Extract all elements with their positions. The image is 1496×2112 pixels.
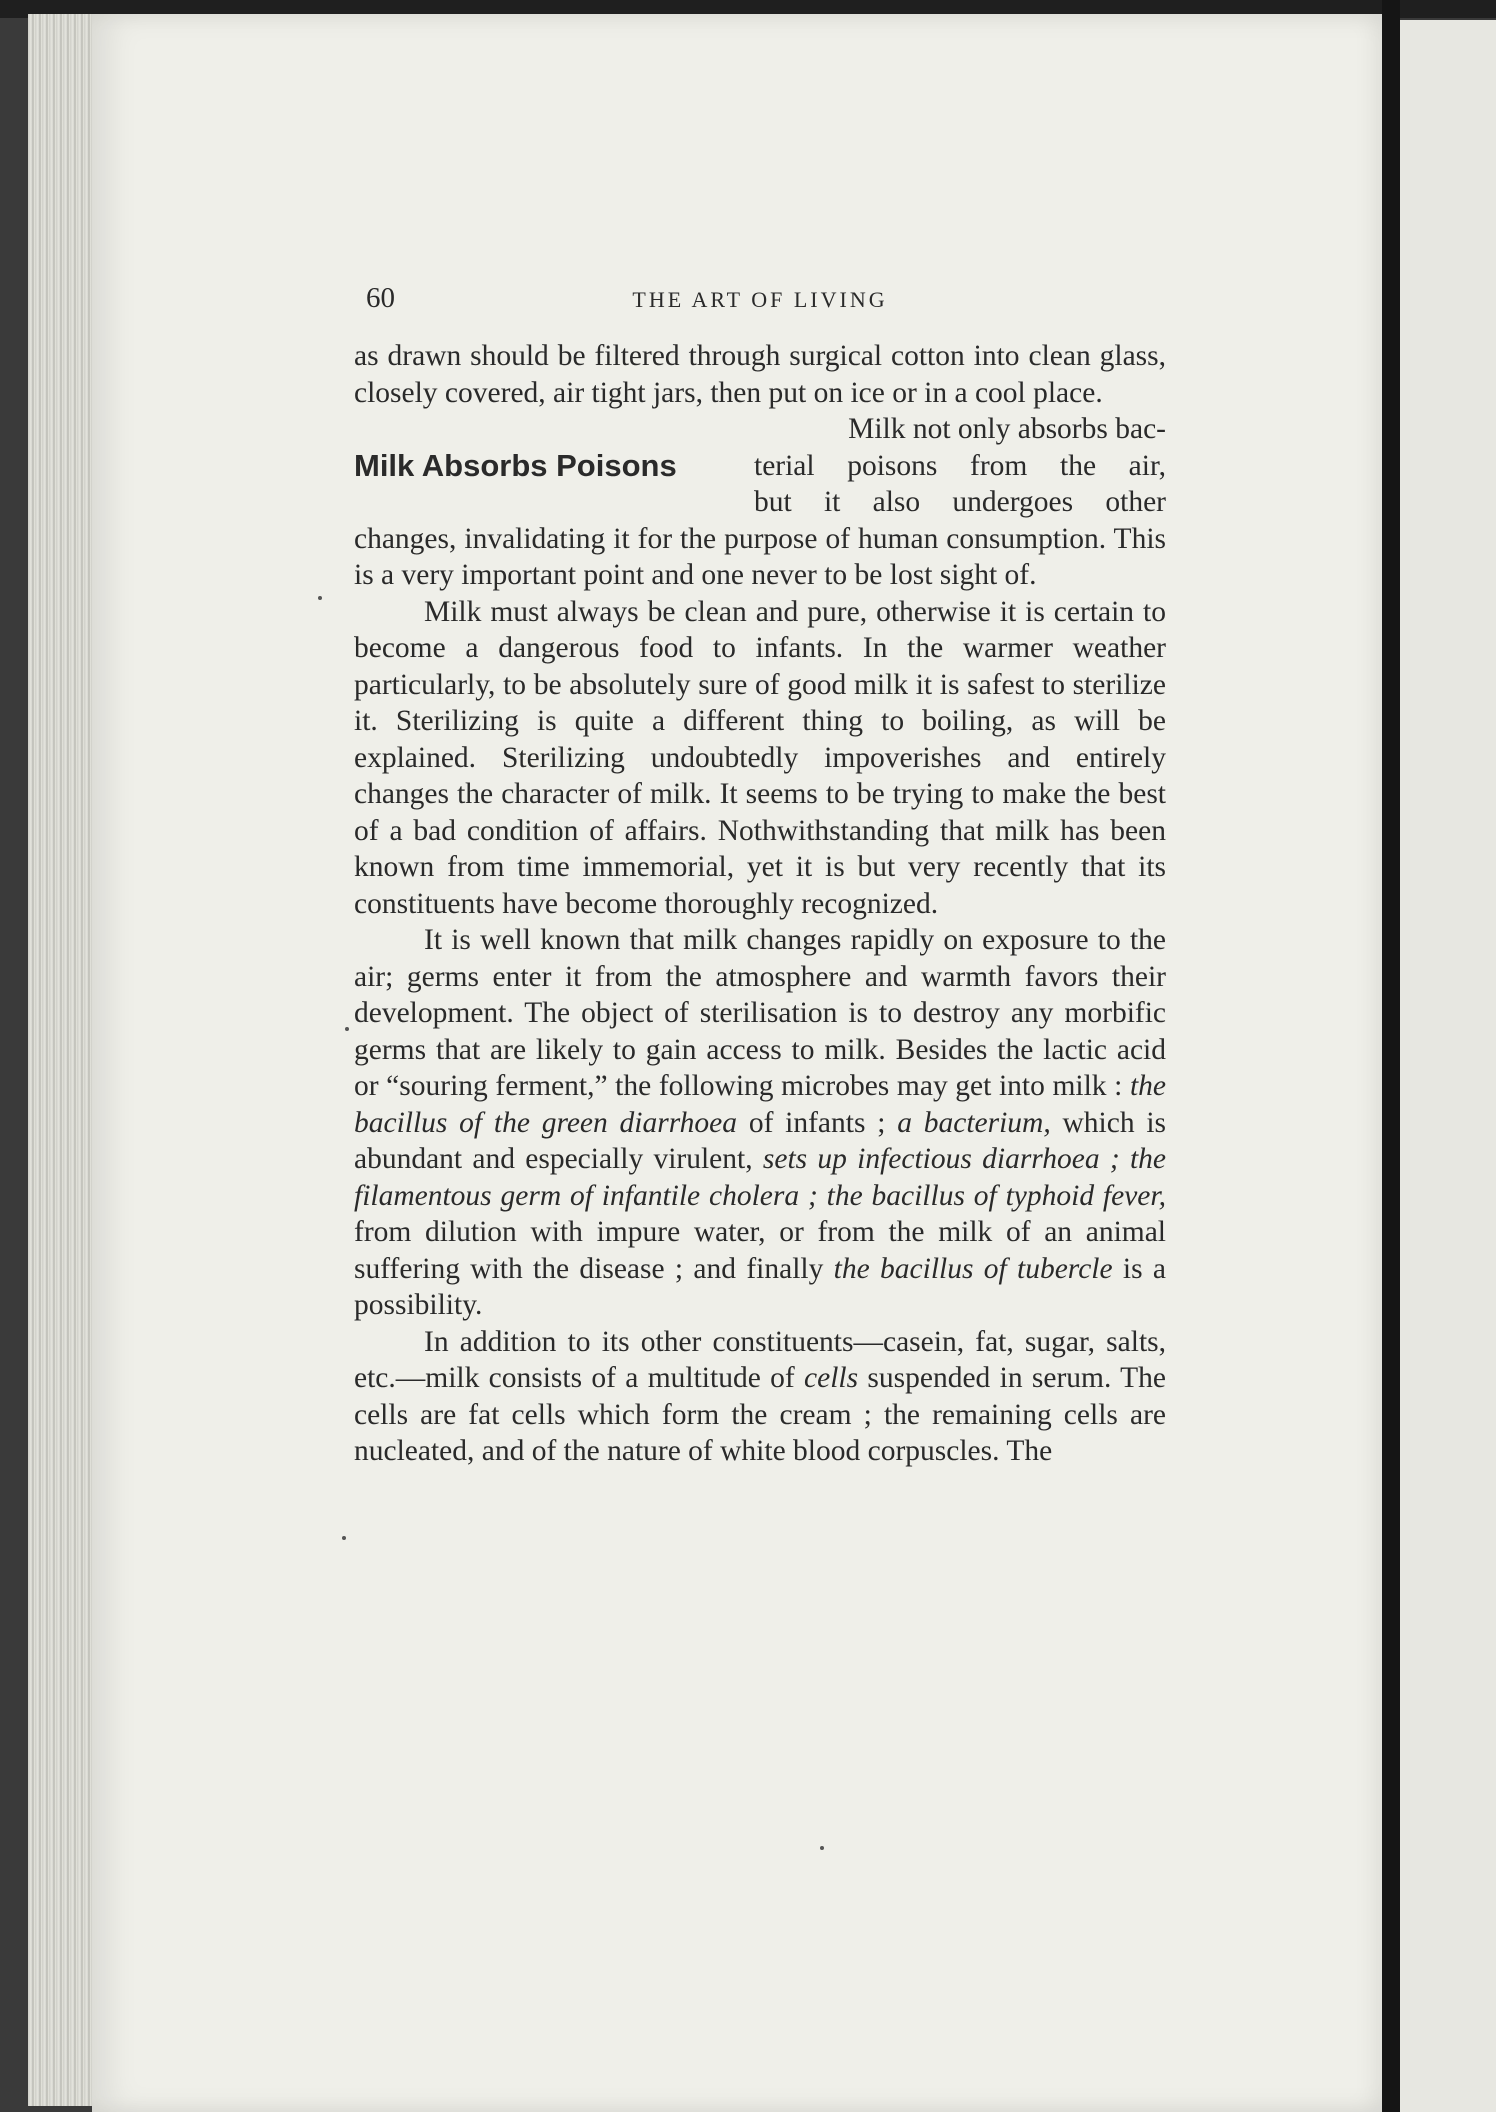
speck — [342, 1536, 346, 1540]
speck — [318, 596, 322, 600]
italic-run: the bacillus of the green diarrhoea — [354, 1070, 1166, 1139]
text-run: suspended in serum. The cells are fat cells which form the cream ; the remaining cells are nucleated, and of the nature of white blood corpuscles. The — [354, 1362, 1167, 1467]
book-gutter — [1382, 0, 1400, 2112]
side-line: but it also undergoes other — [754, 486, 1166, 518]
text-run: It is well known that milk changes rapidly on exposure to the air; germs enter it from the atmosphere and warmth favors their development. The object of sterilisation is to destroy any morbific germs that are likely to gain access to milk. Besides the lactic acid or “souring ferment,” the following microbes may get into milk : — [354, 924, 1166, 1102]
text-run: In addition to its other constituents—casein, fat, sugar, salts, etc.—milk consists of a multitude of — [354, 1325, 1166, 1394]
running-head — [354, 280, 1166, 326]
text-run: is a possibility. — [354, 1252, 1167, 1321]
text-run: which is abundant and especially virulent, — [354, 1106, 1167, 1175]
italic-run: cells — [804, 1362, 859, 1394]
sidenote-block — [354, 411, 1166, 521]
sidenote-text — [754, 411, 1166, 521]
sidenote-heading: Milk Absorbs Poisons — [354, 447, 677, 483]
facing-page — [1400, 20, 1496, 2112]
paragraph-4 — [354, 922, 1166, 1324]
text-run: from dilution with impure water, or from the milk of an animal suffering with the disease ; and finally — [354, 1216, 1166, 1285]
text-run: of infants ; — [748, 1106, 886, 1139]
paragraph-5 — [354, 1324, 1166, 1470]
side-line: terial poisons from the air, — [754, 449, 1166, 482]
italic-run: sets up infectious diarrhoea ; the filamentous germ of infantile cholera ; the bacillus of typhoid fever, — [354, 1143, 1166, 1212]
header-title: THE ART OF LIVING — [632, 287, 888, 312]
italic-run: the bacillus of tubercle — [833, 1252, 1113, 1285]
side-line: Milk not only absorbs bac- — [848, 413, 1166, 445]
speck — [820, 1846, 824, 1850]
page-number: 60 — [366, 282, 395, 314]
paragraph-3: Milk must always be clean and pure, otherwise it is certain to become a dangerous food to infants. In the warmer weather particularly, to be absolutely sure of good milk it is safest to sterilize it. Sterilizing is quite a different thing to boiling, as will be explained. Sterilizing undoubtedly impoverishes and entirely changes the character of milk. It seems to be trying to make the best of a bad condition of affairs. Nothwithstanding that milk has been known from time immemorial, yet it is but very recently that its constituents have become thoroughly recognized. — [354, 595, 1166, 920]
page-edges — [28, 14, 92, 2106]
paragraph-1: as drawn should be filtered through surgical cotton into clean glass, closely covered, air tight jars, then put on ice or in a cool place. — [354, 340, 1166, 409]
page-text — [354, 280, 1166, 1470]
paragraph-2: changes, invalidating it for the purpose of human consumption. This is a very important point and one never to be lost sight of. — [354, 522, 1166, 591]
italic-run: a bacterium, — [897, 1106, 1051, 1139]
speck — [345, 1027, 349, 1031]
